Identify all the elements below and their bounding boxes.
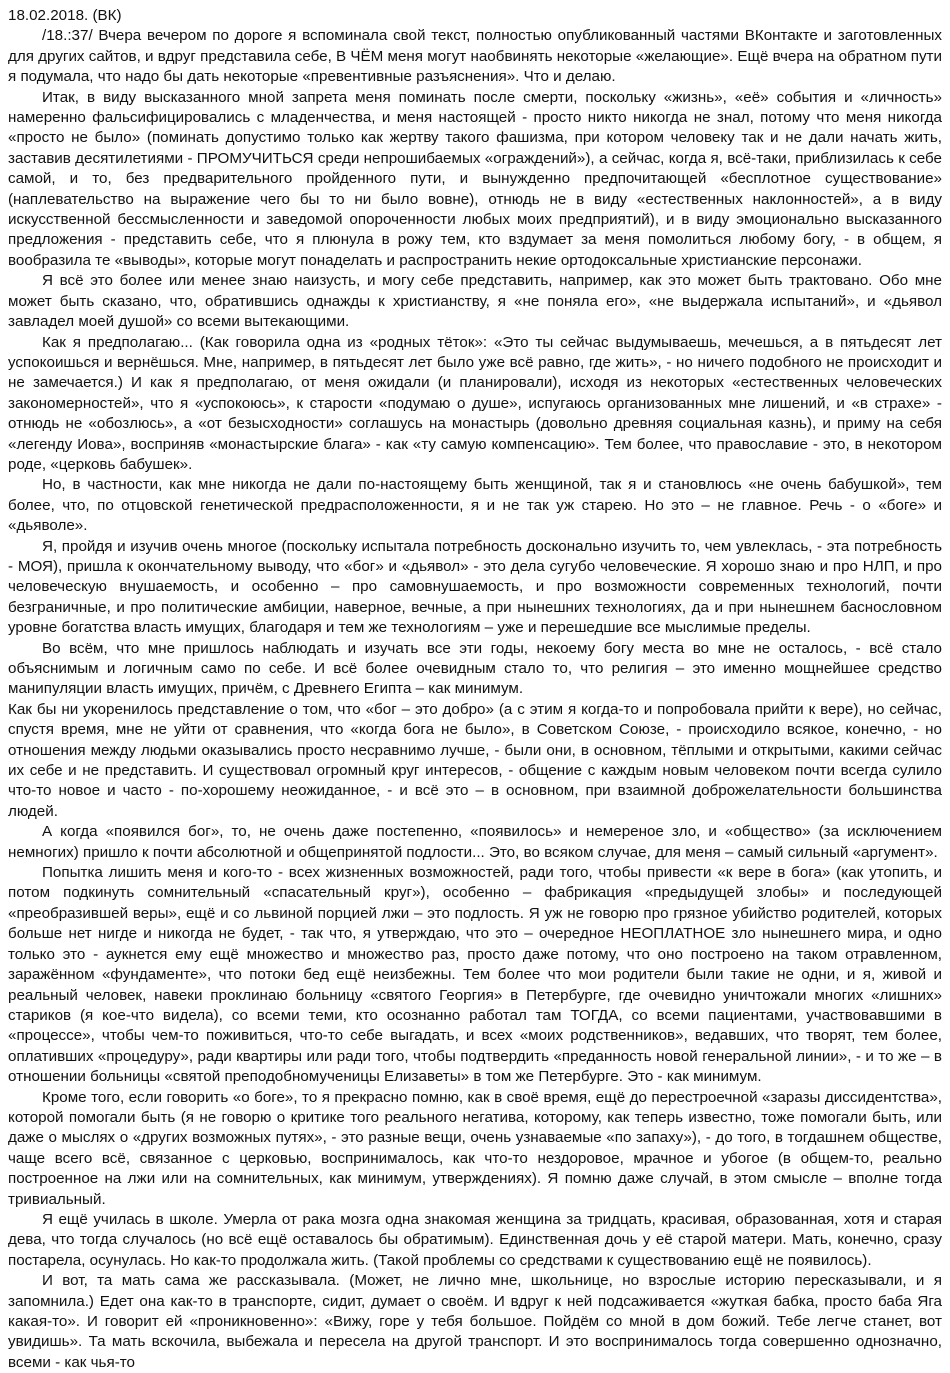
- document-paragraph: Я всё это более или менее знаю наизусть, и могу себе представить, например, как это может быть трактовано. Обо мне может быть сказано, что, обратившись однажды к христианству, я «не поняла его», «не выдержала испытаний», и «дьявол завладел моей душой» со всеми вытекающими.: [8, 272, 942, 331]
- document-paragraph: /18.:37/ Вчера вечером по дороге я вспоминала свой текст, полностью опубликованный частями ВКонтакте и заготовленных для других сайтов, и вдруг представила себе, В ЧЁМ меня могут наобвинять некоторые «желающие». Ещё вчера на обратном пути я подумала, что надо бы дать некоторые «превентивные разъяснения». Что и делаю.: [8, 27, 942, 86]
- document-paragraph: Итак, в виду высказанного мной запрета меня поминать после смерти, поскольку «жизнь», «её» события и «личность» намеренно фальсифицировались с младенчества, и меня настоящей - просто никто никогда не знал, потому что меня никогда «просто не было» (поминать допустимо только как жертву такого фашизма, при котором человеку так и не дали начать жить, заставив десятилетиями - ПРОМУЧИТЬСЯ среди непрошибаемых «ограждений»), а сейчас, когда я, всё-таки, приблизилась к себе самой, и то, без предварительного пройденного пути, и вынужденно предпочитающей «бесплотное существование» (наплевательство на выражение чего бы то ни было вовне), отнюдь не в виду «естественных наклонностей», а в виду искусственной бессмысленности и заведомой опороченности любых моих предприятий), и в виду эмоционально высказанного предложения - представить себе, что я плюнула в рожу тем, кто вздумает за меня помолиться любому богу, - в общем, я вообразила те «выводы», которые могут понаделать и распространить некие ортодоксальные христианские персонажи.: [8, 88, 942, 269]
- document-paragraph: Как бы ни укоренилось представление о том, что «бог – это добро» (а с этим я когда-то и попробовала прийти к вере), но сейчас, спустя время, мне не уйти от сравнения, что «когда бога не было», в Советском Союзе, - происходило всякое, конечно, - но отношения между людьми оказывались просто несравнимо лучше, - были они, в основном, тёплыми и открытыми, какими сейчас их себе и не представить. И существовал огромный круг интересов, - общение с каждым новым человеком почти всегда сулило что-то новое и часто - по-хорошему неожиданное, - и всё это – в основном, при взаимной доброжелательности большинства людей.: [8, 700, 942, 820]
- document-paragraph: Я, пройдя и изучив очень многое (поскольку испытала потребность досконально изучить то, чем увлеклась, - эта потребность - МОЯ), пришла к окончательному выводу, что «бог» и «дьявол» - это дела сугубо человеческие. Я хорошо знаю и про НЛП, и про человеческую внушаемость, и особенно – про самовнушаемость, и про возможности современных технологий, почти безграничные, и про политические амбиции, наверное, вечные, а при нынешних технологиях, да и при нынешнем баснословном уровне богатства власть имущих, благодаря и тем же технологиям – уже и перешедшие все мыслимые пределы.: [8, 537, 942, 637]
- document-paragraph: Но, в частности, как мне никогда не дали по-настоящему быть женщиной, так я и становлюсь «не очень бабушкой», тем более, что, по отцовской генетической предрасположенности, я и не так уж старею. Но это – не главное. Речь - о «боге» и «дьяволе».: [8, 476, 942, 535]
- document-paragraph: И вот, та мать сама же рассказывала. (Может, не лично мне, школьнице, но взрослые историю пересказывали, и я запомнила.) Едет она как-то в транспорте, сидит, думает о своём. И вдруг к ней подсаживается «жуткая бабка, просто баба Яга какая-то». И говорит ей «проникновенно»: «Вижу, горе у тебя большое. Пойдём со мной в дом божий. Тебе легче станет, вот увидишь». Та мать вскочила, выбежала и пересела на другой транспорт. И это воспринималось тогда совершенно однозначно, всеми - как чья-то: [8, 1272, 942, 1371]
- document-paragraph: Я ещё училась в школе. Умерла от рака мозга одна знакомая женщина за тридцать, красивая, образованная, хотя и старая дева, что тогда случалось (но всё ещё оставалось бы обратимым). Единственная дочь у её старой матери. Мать, конечно, сразу постарела, осунулась. Но как-то продолжала жить. (Такой проблемы со средствами к существованию ещё не появилось).: [8, 1210, 942, 1269]
- document-paragraph: Как я предполагаю... (Как говорила одна из «родных тёток»: «Это ты сейчас выдумываешь, мечешься, а в пятьдесят лет успокоишься и вернёшься. Мне, например, в пятьдесят лет было уже всё равно, где жить», - но ничего подобного не происходит и не замечается.) И как я предполагаю, от меня ожидали (и планировали), исходя из некоторых «естественных человеческих закономерностей», что я «успокоюсь», к старости «подумаю о душе», испугаюсь организованных мне лишений, и «в страхе» - отнюдь не «обозлюсь», а «от безысходности» соглашусь на монастырь (довольно древняя социальная казнь), и приму на себя «легенду Иова», восприняв «монастырские блага» - как «ту самую компенсацию». Тем более, что православие - это, в некотором роде, «церковь бабушек».: [8, 333, 942, 473]
- document-paragraph: Попытка лишить меня и кого-то - всех жизненных возможностей, ради того, чтобы привести «к вере в бога» (как утопить, и потом подкинуть сомнительный «спасательный круг»), особенно – фабрикация «предыдущей злобы» и последующей «преобразившей веры», ещё и со львиной порцией лжи – это подлость. Я уж не говорю про грязное убийство родителей, которых больше нет нигде и никогда не будет, - так что, я утверждаю, что это – очередное НЕОПЛАТНОЕ зло нынешнего мира, и одно только это - аукнется ему ещё множество и множество раз, просто даже потому, что оно построено на таком отравленном, заражённом «фундаменте», что потоки бед ещё неизбежны. Тем более что мои родители были такие не одни, и я, живой и реальный человек, навеки проклинаю больницу «святого Георгия» в Петербурге, где очевидно уничтожали многих «лишних» стариков (я кое-что видела), со всеми теми, кто осознанно работал там ТОГДА, со всеми пациентами, участвовавшими в «процессе», чтобы чем-то поживиться, что-то себе выгадать, и всех «моих родственников», ведавших, что творят, тем более, оплативших «процедуру», ради квартиры или ради того, чтобы подтвердить «преданность новой генеральной линии», - и то же – в отношении больницы «святой преподобномученицы Елизаветы» в том же Петербурге. Это - как минимум.: [8, 864, 942, 1086]
- document-paragraph: Во всём, что мне пришлось наблюдать и изучать все эти годы, некоему богу места во мне не осталось, - всё стало объяснимым и логичным само по себе. И всё более очевидным стало то, что религия – это именно мощнейшее средство манипуляции власть имущих, причём, с Древнего Египта – как минимум.: [8, 639, 942, 698]
- document-body: [8, 26, 942, 1373]
- document-date-header: 18.02.2018. (ВК): [8, 7, 122, 24]
- document-paragraph: Кроме того, если говорить «о боге», то я прекрасно помню, как в своё время, ещё до перестроечной «заразы диссидентства», которой помогали быть (я не говорю о критике того реального негатива, которому, как теперь известно, тоже помогали быть, или даже о мыслях о «других возможных путях», - это разные вещи, очень узнаваемые «по запаху»), - до того, в тогдашнем обществе, чаще всего всё, связанное с церковью, воспринималось, как что-то нездоровое, мрачное и убогое (в общем-то, реально построенное на лжи или на сомнительных, как минимум, утверждениях). Я помню даже случай, в этом смысле – вполне тогда тривиальный.: [8, 1088, 942, 1208]
- document-paragraph: А когда «появился бог», то, не очень даже постепенно, «появилось» и немереное зло, и «общество» (за исключением немногих) пришло к почти абсолютной и общепринятой подлости... Это, во всяком случае, для меня – самый сильный «аргумент».: [8, 823, 942, 861]
